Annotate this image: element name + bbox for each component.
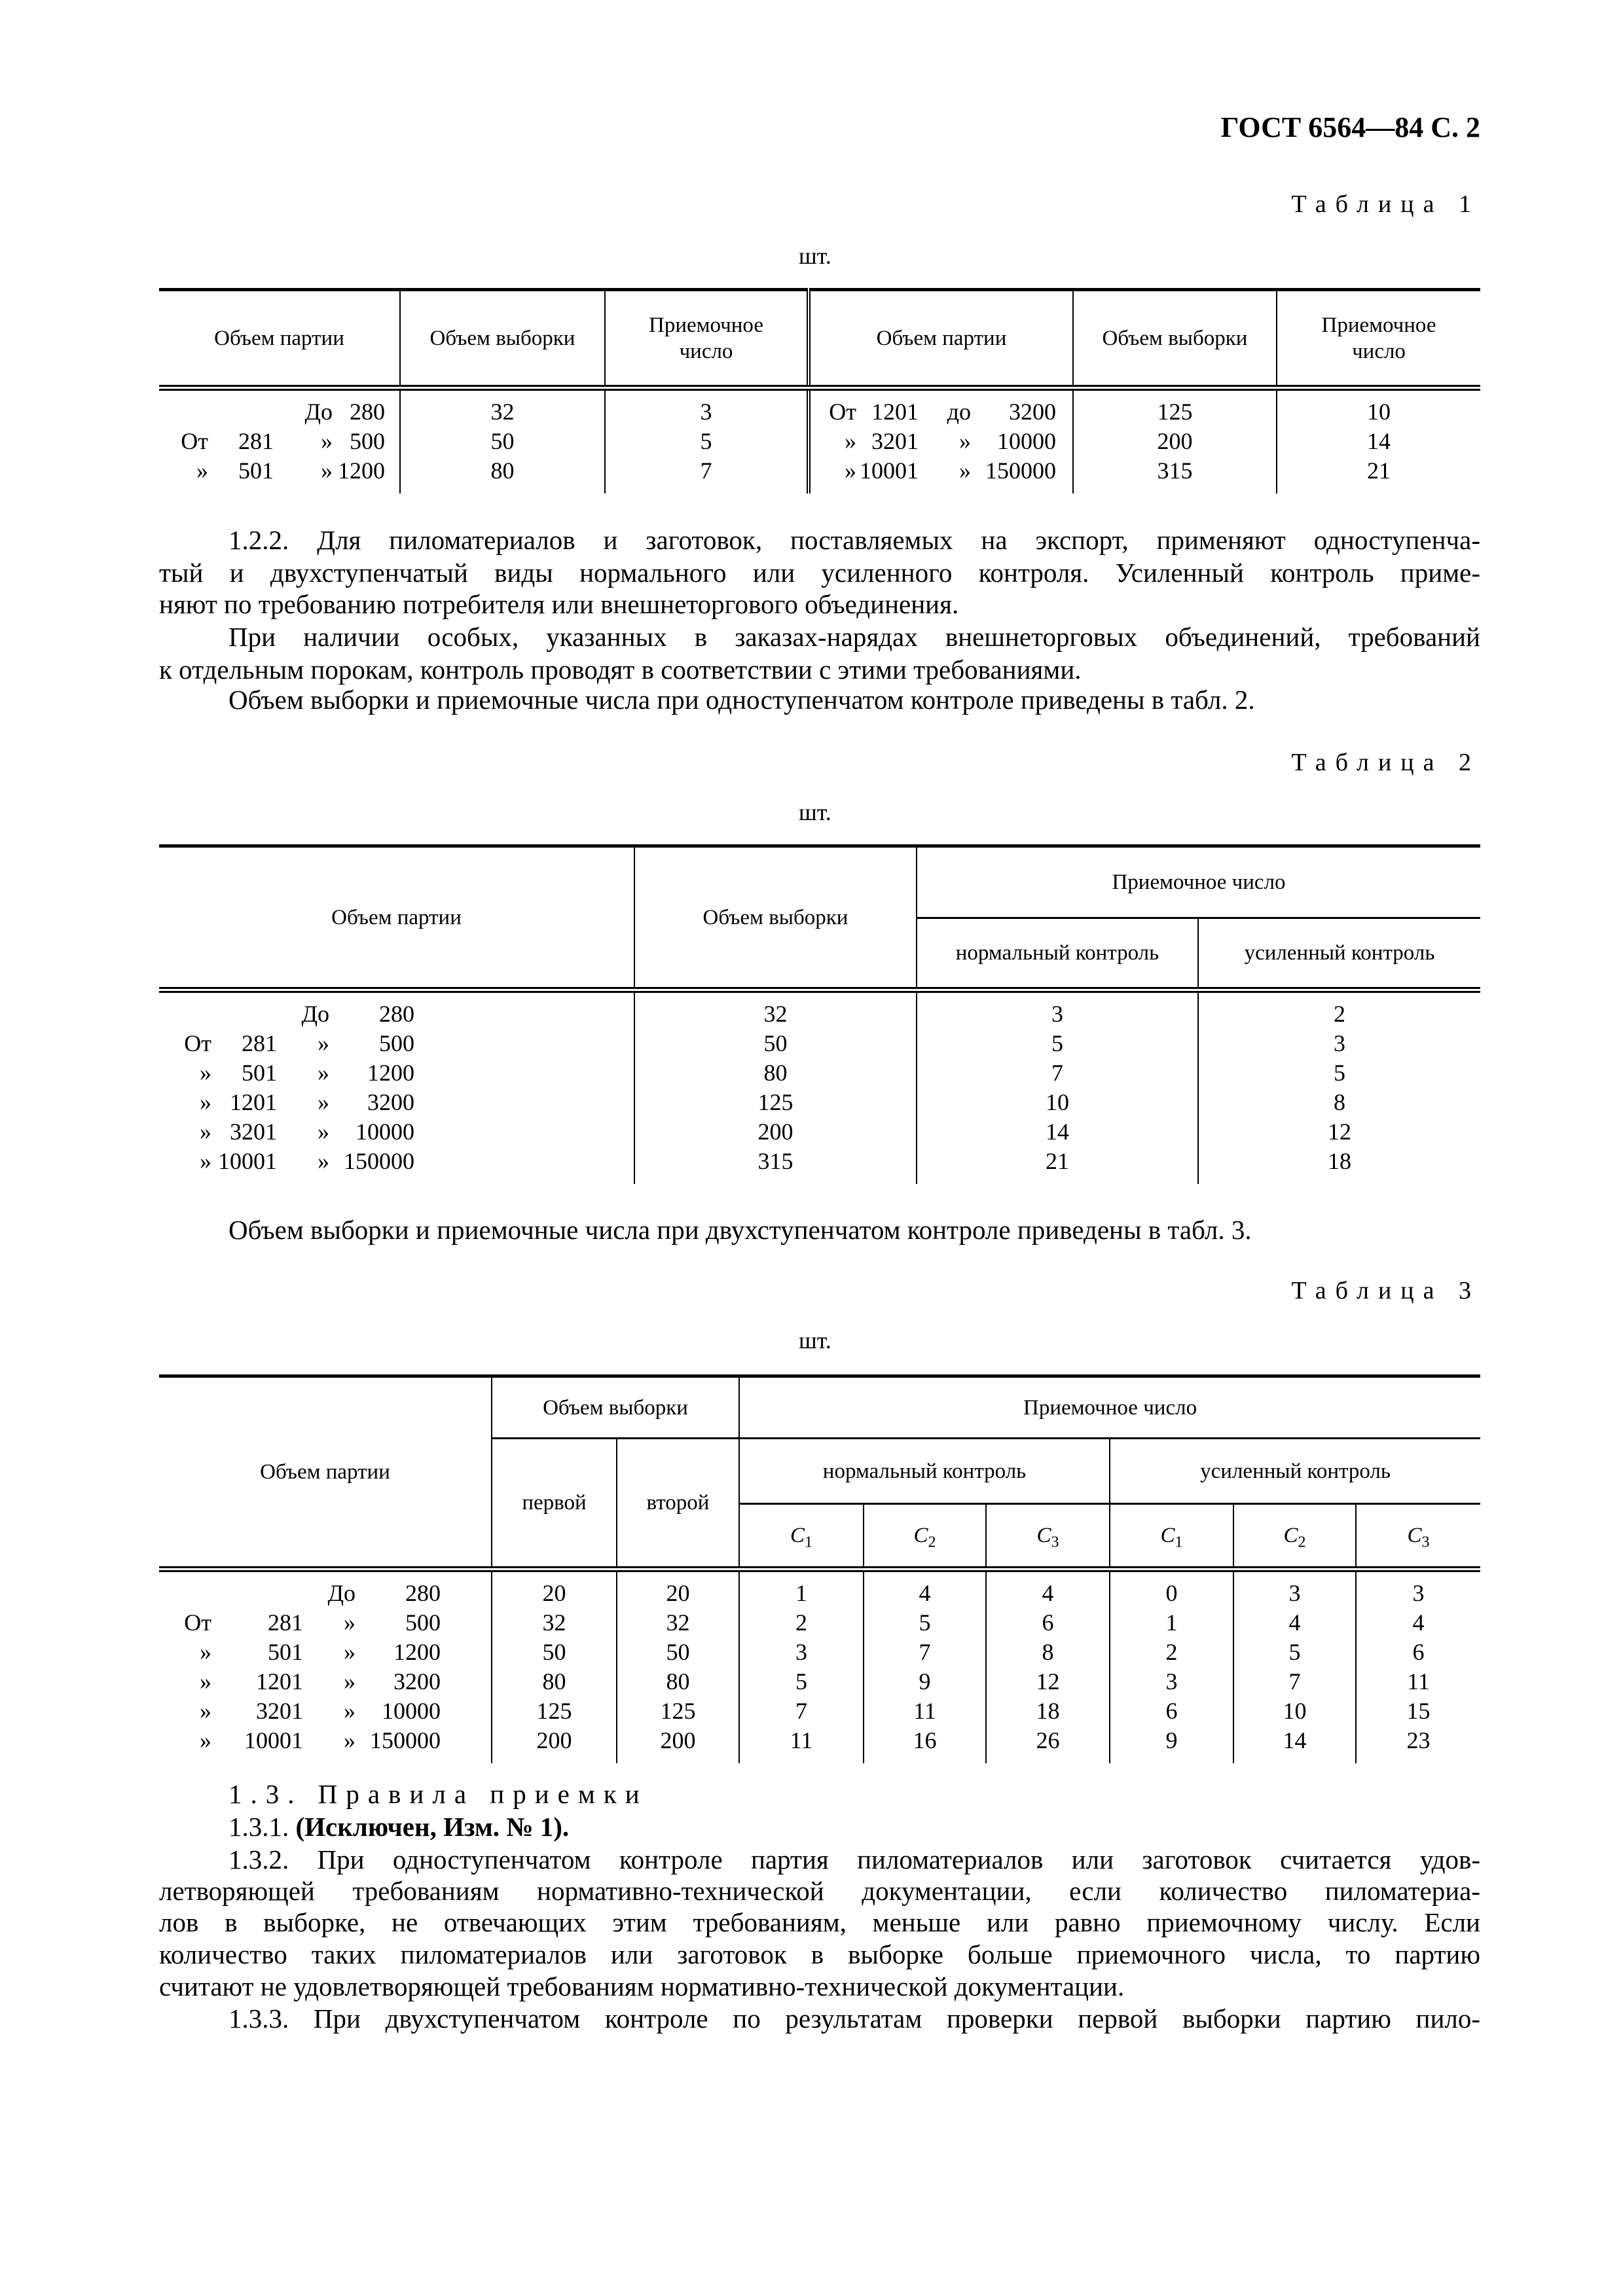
tight-c3: 4: [1356, 1608, 1480, 1638]
col-sample-2: Объем выборки: [1073, 290, 1277, 388]
lot-range: [159, 1088, 634, 1117]
range-part: От: [181, 428, 208, 454]
range-part: 500: [405, 1609, 441, 1636]
paragraph-line: к отдельным порокам, контроль проводят в соответствии с этими требованиями.: [159, 655, 1082, 685]
lot-range: [159, 990, 634, 1030]
normal-acceptance: 14: [917, 1117, 1198, 1147]
table-row: [159, 1726, 1480, 1763]
first-sample: 80: [492, 1667, 617, 1696]
acceptance-number: 10: [1277, 388, 1480, 427]
range-part: »: [200, 1639, 211, 1665]
col-accept: Приемочное число: [917, 846, 1480, 918]
range-part: От: [184, 1030, 211, 1056]
normal-c1: 5: [739, 1667, 864, 1696]
lot-range: [159, 427, 400, 456]
tight-acceptance: 3: [1198, 1029, 1480, 1058]
paragraph-line: 1.2.2. Для пиломатериалов и заготовок, поставляемых на экспорт, применяют одноступенча-: [228, 525, 1480, 555]
range-part: »: [845, 428, 856, 454]
range-part: 281: [238, 428, 274, 454]
range-part: От: [829, 399, 856, 425]
col-c2: [1233, 1504, 1356, 1570]
tight-c3: 15: [1356, 1696, 1480, 1726]
tight-c3: 6: [1356, 1638, 1480, 1667]
lot-range: [159, 1696, 492, 1726]
range-part: 501: [268, 1639, 303, 1665]
paragraph-line: Объем выборки и приемочные числа при одноступенчатом контроле приведены в табл. 2.: [228, 685, 1255, 715]
page-header: ГОСТ 6564—84 С. 2: [1220, 111, 1480, 143]
lot-range: [159, 1029, 634, 1058]
tight-c3: 3: [1356, 1570, 1480, 1609]
c-subscript: 1: [1175, 1534, 1183, 1551]
tight-acceptance: 12: [1198, 1117, 1480, 1147]
lot-range: [159, 1638, 492, 1667]
first-sample: 200: [492, 1726, 617, 1763]
table-2: [159, 844, 1480, 1184]
second-sample: 32: [617, 1608, 739, 1638]
col-lot: Объем партии: [159, 846, 634, 990]
table2-caption: Таблица 2: [1291, 749, 1480, 776]
table-3: [159, 1374, 1480, 1763]
col-first: первой: [492, 1439, 617, 1570]
table2-unit: шт.: [799, 799, 831, 825]
range-part: 3200: [1009, 399, 1056, 425]
col-accept: Приемочное число: [605, 290, 809, 388]
range-part: 150000: [344, 1148, 414, 1174]
range-part: »: [318, 1119, 329, 1145]
lot-range: [159, 1608, 492, 1638]
col-c2: [864, 1504, 986, 1570]
range-part: 10001: [244, 1727, 303, 1753]
normal-c2: 7: [864, 1638, 986, 1667]
normal-c3: 18: [986, 1696, 1110, 1726]
c-subscript: 2: [1298, 1534, 1306, 1551]
section-title: 1.3. Правила приемки: [228, 1779, 648, 1809]
normal-c1: 1: [739, 1570, 864, 1609]
sample-size: 125: [634, 1088, 917, 1117]
range-part: 500: [350, 428, 385, 454]
lot-range: [809, 388, 1073, 427]
col-sample: Объем выборки: [634, 846, 917, 990]
range-part: »: [344, 1698, 356, 1724]
c-symbol: C: [1407, 1524, 1422, 1547]
tight-c2: 4: [1233, 1608, 1356, 1638]
sample-size: 315: [634, 1147, 917, 1184]
table-row: [159, 1117, 1480, 1147]
normal-acceptance: 10: [917, 1088, 1198, 1117]
acceptance-number: 14: [1277, 427, 1480, 456]
paragraph-line: При наличии особых, указанных в заказах-нарядах внешнеторговых объединений, требований: [228, 622, 1480, 652]
c-subscript: 3: [1051, 1534, 1059, 1551]
range-part: »: [321, 428, 333, 454]
sample-size: 315: [1073, 456, 1277, 493]
c-symbol: C: [1036, 1524, 1051, 1547]
normal-c2: 9: [864, 1667, 986, 1696]
range-part: 10001: [860, 457, 919, 484]
range-part: 10000: [382, 1698, 441, 1724]
range-part: 10000: [997, 428, 1056, 454]
normal-c1: 2: [739, 1608, 864, 1638]
sample-size: 50: [634, 1029, 917, 1058]
c-subscript: 2: [928, 1534, 936, 1551]
range-part: 3201: [256, 1698, 303, 1724]
range-part: 150000: [985, 457, 1056, 484]
c-symbol: C: [913, 1524, 928, 1547]
second-sample: 50: [617, 1638, 739, 1667]
second-sample: 20: [617, 1570, 739, 1609]
paragraph-table3-intro: Объем выборки и приемочные числа при двухступенчатом контроле приведены в табл. 3.: [228, 1215, 1252, 1245]
c-symbol: C: [790, 1524, 805, 1547]
col-accept: Приемочное число: [739, 1376, 1480, 1439]
range-part: 501: [242, 1060, 277, 1086]
range-part: 1200: [338, 457, 385, 484]
table-row: [159, 1608, 1480, 1638]
normal-c2: 11: [864, 1696, 986, 1726]
range-part: 1201: [871, 399, 919, 425]
col-c1: [1110, 1504, 1233, 1570]
range-part: »: [200, 1727, 211, 1753]
lot-range: [809, 456, 1073, 493]
acceptance-number: 5: [605, 427, 809, 456]
first-sample: 32: [492, 1608, 617, 1638]
tight-c2: 7: [1233, 1667, 1356, 1696]
lot-range: [159, 1147, 634, 1184]
normal-acceptance: 3: [917, 990, 1198, 1030]
acceptance-number: 21: [1277, 456, 1480, 493]
tight-c2: 3: [1233, 1570, 1356, 1609]
first-sample: 50: [492, 1638, 617, 1667]
paragraph-line: 1.3.2. При одноступенчатом контроле партия пиломатериалов или заготовок считается удов-: [228, 1844, 1480, 1874]
range-part: 501: [238, 457, 274, 484]
tight-c2: 5: [1233, 1638, 1356, 1667]
range-part: »: [845, 457, 856, 484]
table-row: [159, 456, 1480, 493]
lot-range: [159, 388, 400, 427]
range-part: 281: [268, 1609, 303, 1636]
range-part: »: [196, 457, 208, 484]
normal-c1: 11: [739, 1726, 864, 1763]
c-subscript: 3: [1421, 1534, 1430, 1551]
range-part: 280: [405, 1580, 441, 1606]
c-symbol: C: [1283, 1524, 1298, 1547]
lot-range: [159, 1570, 492, 1609]
normal-c3: 4: [986, 1570, 1110, 1609]
sample-size: 200: [634, 1117, 917, 1147]
tight-c1: 2: [1110, 1638, 1233, 1667]
tight-acceptance: 5: [1198, 1058, 1480, 1088]
sample-size: 125: [1073, 388, 1277, 427]
first-sample: 125: [492, 1696, 617, 1726]
table1-unit: шт.: [799, 243, 831, 269]
paragraph-line: тый и двухступенчатый виды нормального или усиленного контроля. Усиленный контроль приме-: [159, 558, 1480, 588]
range-part: 500: [379, 1030, 414, 1056]
col-accept-2: Приемочное число: [1277, 290, 1480, 388]
col-tight: усиленный контроль: [1198, 918, 1480, 990]
second-sample: 200: [617, 1726, 739, 1763]
tight-c1: 3: [1110, 1667, 1233, 1696]
range-part: 10000: [356, 1119, 414, 1145]
table-row: [159, 1058, 1480, 1088]
tight-c1: 0: [1110, 1570, 1233, 1609]
col-lot: Объем партии: [214, 326, 344, 350]
range-part: »: [200, 1089, 211, 1115]
normal-acceptance: 21: [917, 1147, 1198, 1184]
normal-c3: 8: [986, 1638, 1110, 1667]
tight-c1: 6: [1110, 1696, 1233, 1726]
range-part: 281: [242, 1030, 277, 1056]
col-second: второй: [617, 1439, 739, 1570]
range-part: »: [200, 1148, 211, 1174]
table-row: [159, 1570, 1480, 1609]
tight-acceptance: 8: [1198, 1088, 1480, 1117]
lot-range: [159, 1117, 634, 1147]
acceptance-number: 3: [605, 388, 809, 427]
range-part: До: [304, 399, 333, 425]
normal-c2: 16: [864, 1726, 986, 1763]
range-part: 150000: [370, 1727, 441, 1753]
table-row: [159, 427, 1480, 456]
second-sample: 80: [617, 1667, 739, 1696]
range-part: »: [200, 1668, 211, 1695]
tight-c2: 14: [1233, 1726, 1356, 1763]
table-row: [159, 990, 1480, 1030]
range-part: 1200: [393, 1639, 441, 1665]
range-part: »: [344, 1668, 356, 1695]
range-part: »: [321, 457, 333, 484]
paragraph-line: считают не удовлетворяющей требованиям нормативно-технической документации.: [159, 1971, 1125, 2001]
paragraph-line: 1.3.3. При двухступенчатом контроле по результатам проверки первой выборки партию пило-: [228, 2003, 1480, 2034]
first-sample: 20: [492, 1570, 617, 1609]
range-part: 3201: [230, 1119, 277, 1145]
sample-size: 80: [400, 456, 605, 493]
col-normal: нормальный контроль: [739, 1439, 1110, 1504]
table-row: [159, 1029, 1480, 1058]
acceptance-number: 7: [605, 456, 809, 493]
clause-1-3-1: 1.3.1. (Исключен, Изм. № 1).: [228, 1812, 570, 1842]
table1-caption: Таблица 1: [1291, 190, 1480, 218]
table-row: [159, 1147, 1480, 1184]
col-normal: нормальный контроль: [917, 918, 1198, 990]
range-part: 3200: [367, 1089, 414, 1115]
tight-c1: 9: [1110, 1726, 1233, 1763]
normal-c3: 12: [986, 1667, 1110, 1696]
paragraph-line: няют по требованию потребителя или внешнеторгового объединения.: [159, 589, 959, 619]
sample-size: 200: [1073, 427, 1277, 456]
range-part: »: [959, 457, 971, 484]
range-part: »: [959, 428, 971, 454]
table3-unit: шт.: [799, 1327, 831, 1354]
range-part: »: [344, 1639, 356, 1665]
range-part: 280: [350, 399, 385, 425]
normal-acceptance: 5: [917, 1029, 1198, 1058]
table-1: [159, 288, 1480, 493]
lot-range: [159, 1058, 634, 1088]
range-part: 1201: [256, 1668, 303, 1695]
table-row: [159, 1696, 1480, 1726]
normal-c2: 5: [864, 1608, 986, 1638]
paragraph-line: летворяющей требованиям нормативно-технической документации, если количество пиломатериа-: [159, 1876, 1480, 1906]
range-part: До: [301, 1001, 329, 1027]
c-symbol: C: [1160, 1524, 1175, 1547]
col-c1: [739, 1504, 864, 1570]
sample-size: 80: [634, 1058, 917, 1088]
range-part: до: [947, 399, 971, 425]
range-part: От: [184, 1609, 211, 1636]
range-part: »: [318, 1148, 329, 1174]
sample-size: 32: [634, 990, 917, 1030]
range-part: 280: [379, 1001, 414, 1027]
lot-range: [159, 456, 400, 493]
normal-c1: 3: [739, 1638, 864, 1667]
second-sample: 125: [617, 1696, 739, 1726]
lot-range: [159, 1667, 492, 1696]
range-part: 10001: [218, 1148, 277, 1174]
table-row: [159, 388, 1480, 427]
col-sample: Объем выборки: [492, 1376, 739, 1439]
c-subscript: 1: [805, 1534, 813, 1551]
tight-c1: 1: [1110, 1608, 1233, 1638]
normal-c3: 6: [986, 1608, 1110, 1638]
range-part: До: [327, 1580, 356, 1606]
lot-range: [809, 427, 1073, 456]
tight-c3: 11: [1356, 1667, 1480, 1696]
tight-acceptance: 2: [1198, 990, 1480, 1030]
range-part: 3200: [393, 1668, 441, 1695]
range-part: »: [318, 1030, 329, 1056]
normal-c3: 26: [986, 1726, 1110, 1763]
range-part: »: [200, 1119, 211, 1145]
paragraph-line: количество таких пиломатериалов или заготовок в выборке больше приемочного числа, то партию: [159, 1939, 1480, 1969]
col-lot: Объем партии: [159, 1376, 492, 1570]
range-part: »: [318, 1060, 329, 1086]
range-part: »: [344, 1609, 356, 1636]
range-part: 1200: [367, 1060, 414, 1086]
sample-size: 32: [400, 388, 605, 427]
table-row: [159, 1638, 1480, 1667]
range-part: »: [318, 1089, 329, 1115]
tight-c2: 10: [1233, 1696, 1356, 1726]
range-part: »: [200, 1060, 211, 1086]
paragraph-line: лов в выборке, не отвечающих этим требованиям, меньше или равно приемочному числу. Если: [159, 1907, 1480, 1937]
normal-acceptance: 7: [917, 1058, 1198, 1088]
col-c3: [986, 1504, 1110, 1570]
normal-c1: 7: [739, 1696, 864, 1726]
tight-acceptance: 18: [1198, 1147, 1480, 1184]
table-row: [159, 1088, 1480, 1117]
col-sample: Объем выборки: [400, 290, 605, 388]
range-part: »: [344, 1727, 356, 1753]
sample-size: 50: [400, 427, 605, 456]
tight-c3: 23: [1356, 1726, 1480, 1763]
range-part: »: [200, 1698, 211, 1724]
range-part: 1201: [230, 1089, 277, 1115]
col-tight: усиленный контроль: [1110, 1439, 1480, 1504]
table3-caption: Таблица 3: [1291, 1277, 1480, 1304]
lot-range: [159, 1726, 492, 1763]
normal-c2: 4: [864, 1570, 986, 1609]
range-part: 3201: [871, 428, 919, 454]
col-lot-2: Объем партии: [809, 290, 1073, 388]
col-c3: [1356, 1504, 1480, 1570]
table-row: [159, 1667, 1480, 1696]
